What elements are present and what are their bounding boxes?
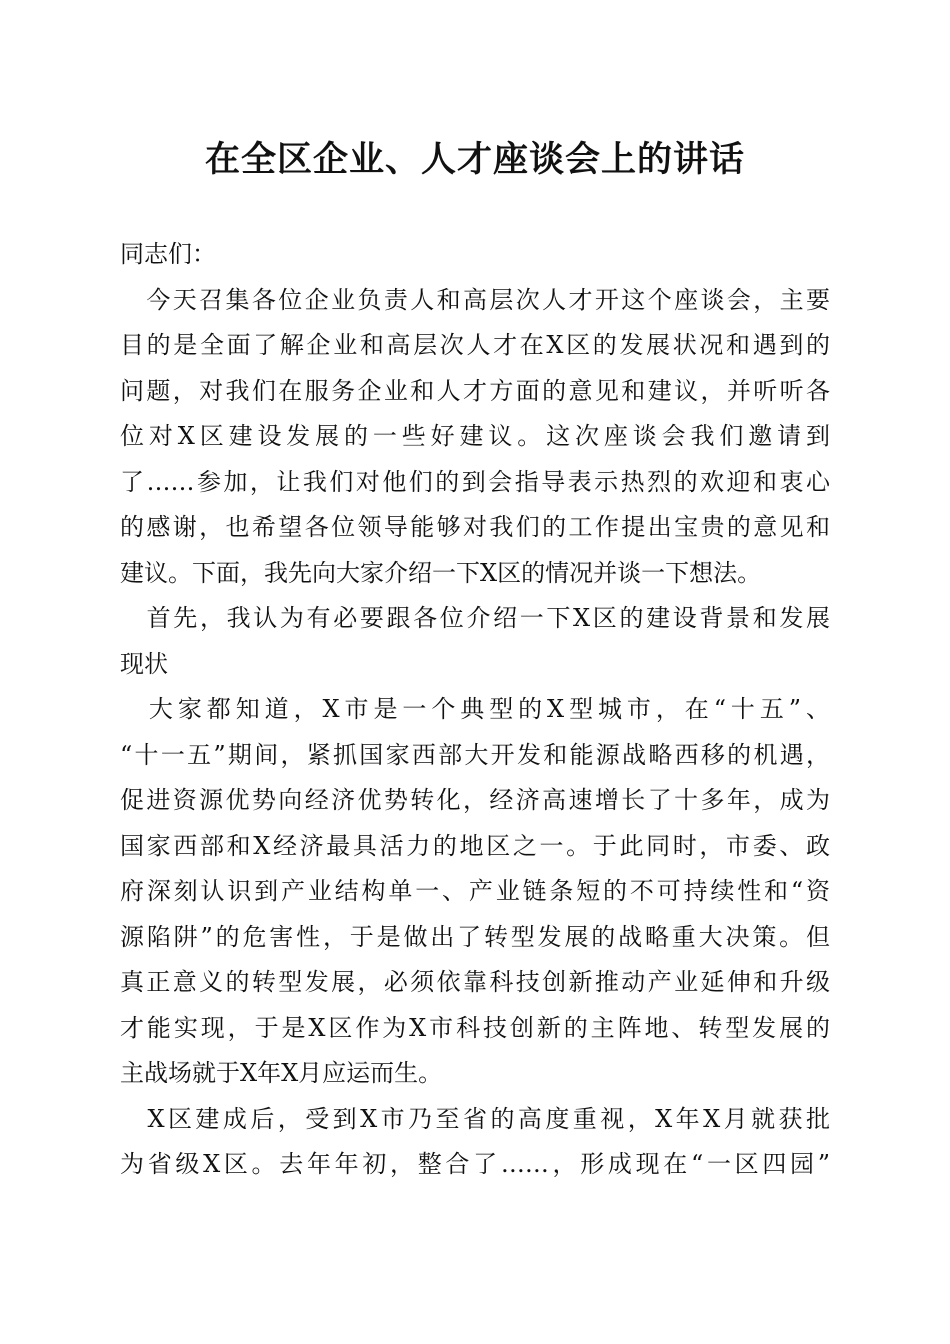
- body-line: 目的是全面了解企业和高层次人才在X区的发展状况和遇到的: [120, 331, 830, 359]
- body-line: 建议。下面，我先向大家介绍一下X区的情况并谈一下想法。: [120, 558, 762, 587]
- body-line: 位对X区建设发展的一些好建议。这次座谈会我们邀请到: [120, 422, 830, 450]
- body-line: 现状: [120, 649, 168, 678]
- body-line: 主战场就于X年X月应运而生。: [120, 1059, 443, 1087]
- body-line: 了……参加，让我们对他们的到会指导表示热烈的欢迎和衷心: [120, 467, 830, 496]
- body-line: 才能实现，于是X区作为X市科技创新的主阵地、转型发展的: [120, 1013, 830, 1042]
- body-line: 真正意义的转型发展，必须依靠科技创新推动产业延伸和升级: [120, 968, 830, 996]
- body-line: 促进资源优势向经济优势转化，经济高速增长了十多年，成为: [120, 786, 830, 814]
- body-line: 源陷阱”的危害性，于是做出了转型发展的战略重大决策。但: [120, 922, 830, 951]
- body-line: 国家西部和X经济最具活力的地区之一。于此同时，市委、政: [120, 831, 830, 860]
- salutation-line: 同志们：: [120, 240, 216, 268]
- body-line: 问题，对我们在服务企业和人才方面的意见和建议，并听听各: [120, 376, 830, 405]
- body-line: “十一五”期间，紧抓国家西部大开发和能源战略西移的机遇，: [120, 740, 830, 769]
- body-line: 首先，我认为有必要跟各位介绍一下X区的建设背景和发展: [120, 604, 830, 632]
- document-body: [120, 232, 830, 1188]
- body-line: 府深刻认识到产业结构单一、产业链条短的不可持续性和“资: [120, 877, 830, 905]
- body-line: 为省级X区。去年年初，整合了……，形成现在“一区四园”: [120, 1150, 830, 1178]
- body-line: 今天召集各位企业负责人和高层次人才开这个座谈会，主要: [120, 285, 830, 314]
- document-title: 在全区企业、人才座谈会上的讲话: [204, 139, 745, 180]
- body-line: 大家都知道，X市是一个典型的X型城市，在“十五”、: [120, 695, 830, 723]
- body-line: X区建成后，受到X市乃至省的高度重视，X年X月就获批: [120, 1104, 830, 1133]
- body-line: 的感谢，也希望各位领导能够对我们的工作提出宝贵的意见和: [120, 513, 830, 541]
